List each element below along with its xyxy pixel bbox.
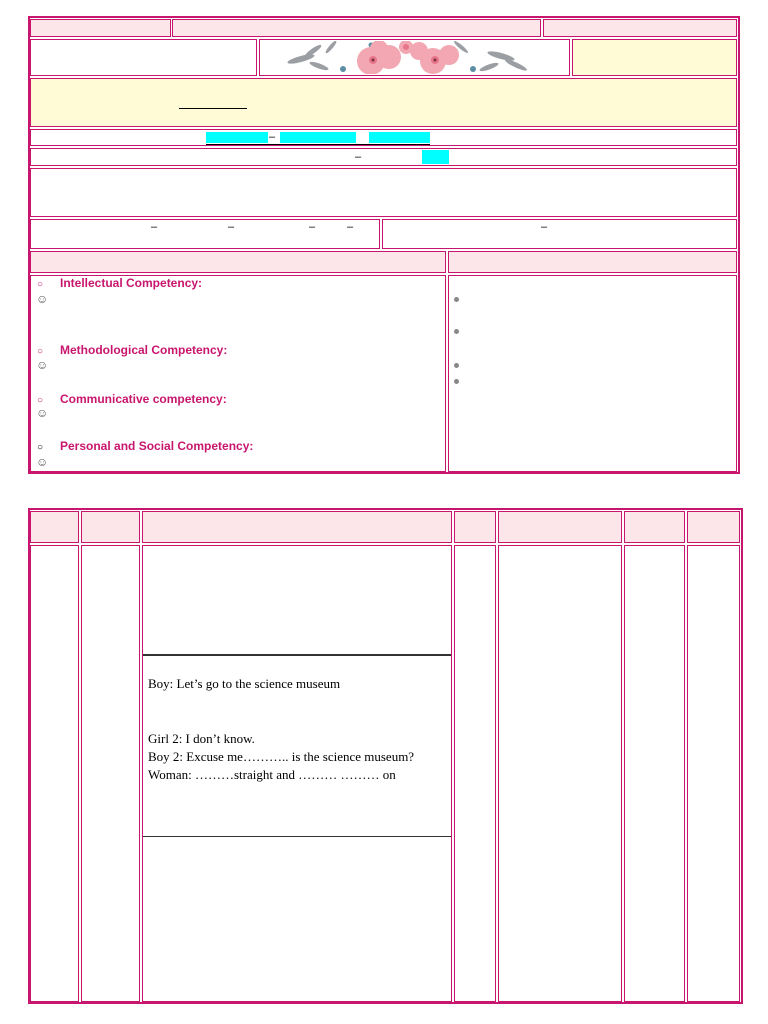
competency-bullet-icon: ○ (37, 346, 44, 357)
table-header-cell (498, 511, 622, 543)
dash-separator: – (541, 221, 548, 233)
notes-underline (179, 108, 247, 109)
table-header-cell (687, 511, 740, 543)
table-body-cell (624, 545, 685, 1002)
competency-label: Personal and Social Competency: (60, 439, 254, 453)
dash-separator: – (151, 221, 158, 233)
competency-bullet-icon: ○ (37, 279, 44, 290)
notes-band (30, 78, 737, 127)
table-header-cell (454, 511, 496, 543)
list-bullet-icon (454, 363, 459, 368)
table-header-cell (30, 511, 79, 543)
flower-banner-cell (259, 39, 570, 76)
objectives-list-cell (448, 275, 737, 472)
competency-label: Communicative competency: (60, 392, 227, 406)
competency-label: Methodological Competency: (60, 343, 228, 357)
competency-label: Intellectual Competency: (60, 276, 203, 290)
info-cell-left (30, 39, 257, 76)
smiley-icon: ☺ (36, 358, 49, 372)
highlight-field-2 (280, 132, 356, 143)
table-body-cell (81, 545, 140, 1002)
table-body-cell (30, 545, 79, 1002)
table-header-cell (624, 511, 685, 543)
highlight-field-3 (369, 132, 430, 143)
dialogue-line: Girl 2: I don’t know. (148, 731, 255, 746)
table-body-cell (687, 545, 740, 1002)
field-underline (206, 144, 430, 145)
list-bullet-icon (454, 379, 459, 384)
table-body-cell (454, 545, 496, 1002)
smiley-icon: ☺ (36, 455, 49, 469)
list-bullet-icon (454, 329, 459, 334)
table-body-cell (498, 545, 622, 1002)
dash-separator: – (309, 221, 316, 233)
dialogue-box-top (143, 654, 451, 656)
timing-cell-left (30, 219, 380, 249)
smiley-icon: ☺ (36, 406, 49, 420)
info-cell-right (572, 39, 737, 76)
dash-separator: – (269, 131, 276, 143)
competency-bullet-icon: ○ (37, 442, 44, 453)
table-header-cell (142, 511, 452, 543)
section-header-right (448, 251, 737, 273)
header-cell-right (543, 19, 737, 37)
list-bullet-icon (454, 297, 459, 302)
dialogue-line: Woman: ………straight and ……… ……… on (148, 767, 396, 782)
header-cell-left (30, 19, 171, 37)
flower-banner-icon (261, 41, 568, 74)
dialogue-line: Boy 2: Excuse me……….. is the science museum? (148, 749, 415, 764)
timing-cell-right (382, 219, 737, 249)
dash-separator: – (228, 221, 235, 233)
competency-bullet-icon: ○ (37, 395, 44, 406)
dialogue-line: Boy: Let’s go to the science museum (148, 676, 341, 691)
table-header-cell (81, 511, 140, 543)
dialogue-box-bottom (143, 836, 451, 837)
dash-separator: – (347, 221, 354, 233)
header-cell-middle (172, 19, 541, 37)
highlight-field-1 (206, 132, 268, 143)
section-header-left (30, 251, 446, 273)
smiley-icon: ☺ (36, 292, 49, 306)
highlight-field-4 (422, 150, 449, 164)
highlight-row-2 (30, 148, 737, 166)
objective-cell (30, 168, 737, 217)
dash-separator: – (355, 151, 362, 163)
